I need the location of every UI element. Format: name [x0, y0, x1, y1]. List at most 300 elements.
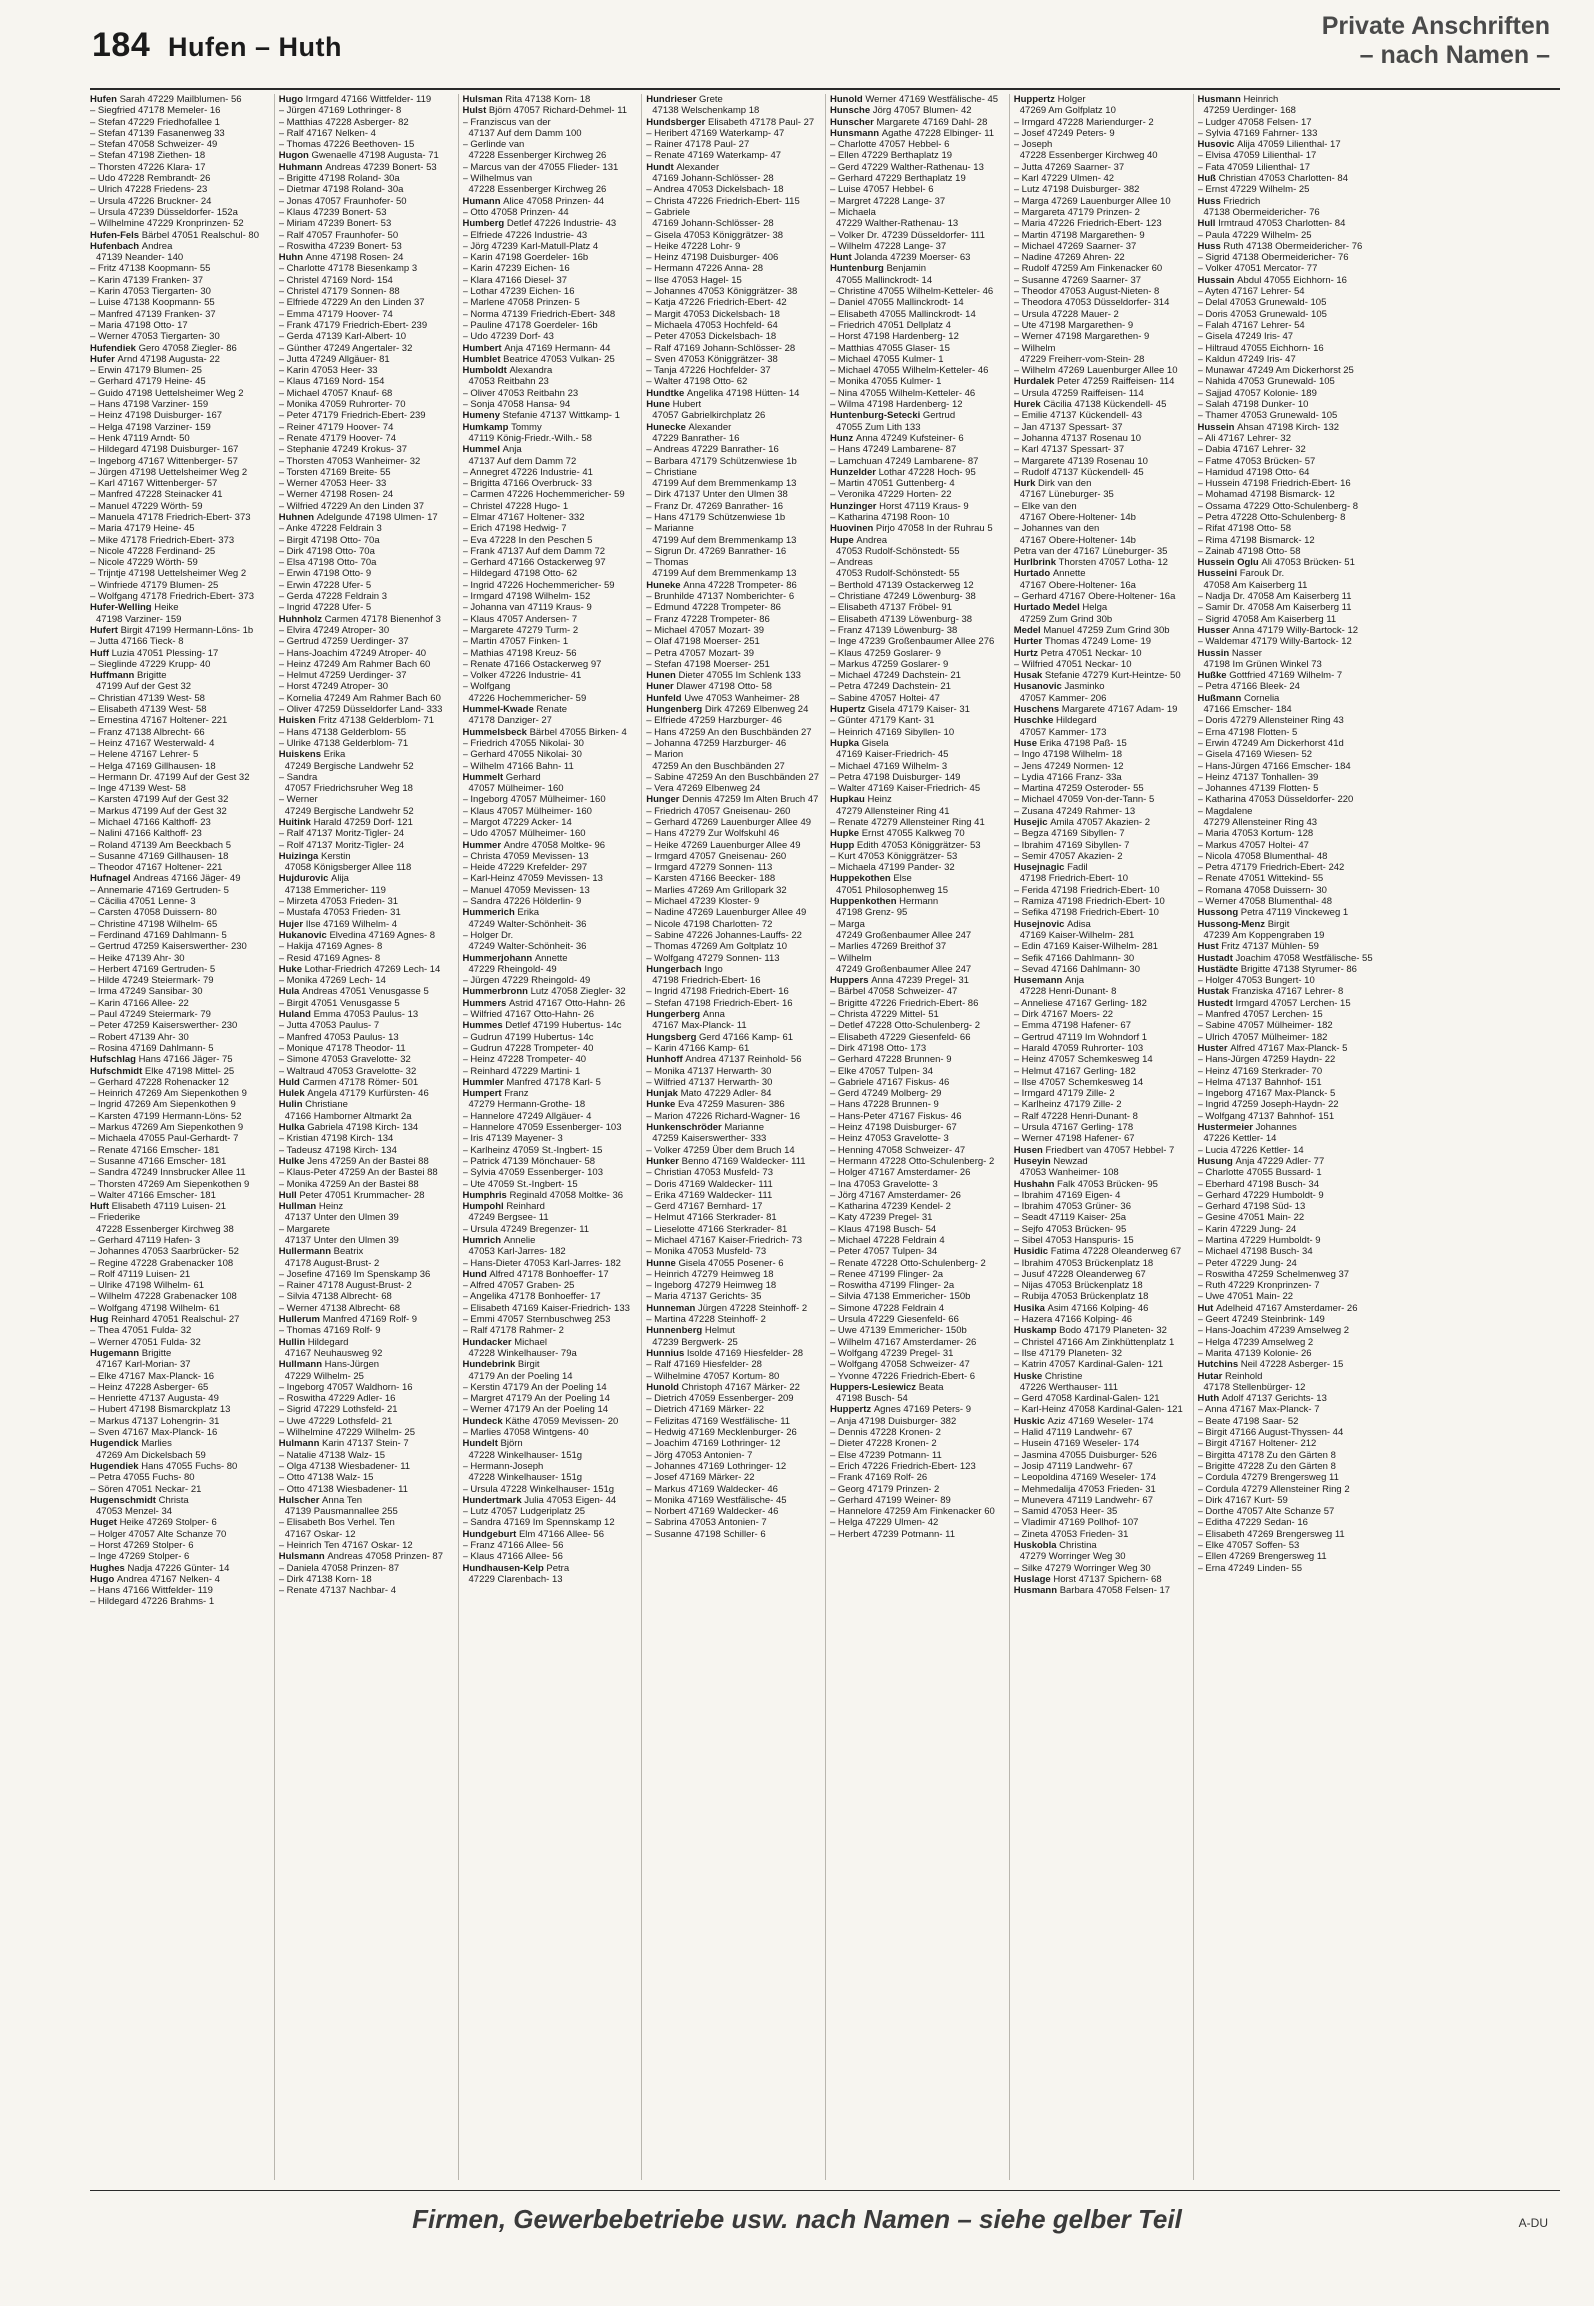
directory-entry	[463, 196, 639, 207]
entry-text: – Otto 47138 Wiesbadener- 11	[278, 1483, 408, 1495]
directory-entry	[1014, 1540, 1190, 1551]
directory-entry	[90, 546, 271, 557]
entry-text: 47199 Auf dem Bremmenkamp 13	[652, 568, 797, 580]
entry-text: 47057 Kammer- 173	[1019, 726, 1107, 738]
directory-entry	[90, 1190, 271, 1201]
directory-entry	[1198, 1111, 1374, 1122]
entry-text: 47053 Reitbahn 23	[468, 376, 549, 388]
entry-text: 47167 Obere-Holtener- 14b	[1019, 534, 1136, 546]
directory-entry	[646, 1314, 822, 1325]
directory-entry	[279, 1563, 455, 1574]
entry-text: – Cordula 47279 Brengersweg 11	[1197, 1472, 1339, 1484]
entry-text: – Wolfgang 47198 Wilhelm- 61	[90, 1302, 220, 1314]
directory-entry	[90, 783, 271, 794]
entry-text: – Dorthe 47057 Alte Schanze 57	[1197, 1506, 1335, 1518]
directory-entry	[1198, 1156, 1374, 1167]
directory-entry	[279, 1258, 455, 1269]
directory-column	[90, 94, 274, 2180]
entry-text: – Klaus 47057 Andersen- 7	[462, 613, 578, 625]
directory-entry	[463, 365, 639, 376]
surname: Hustermeier	[1197, 1122, 1256, 1134]
directory-entry	[646, 986, 822, 997]
entry-text: Lothar 47228 Hoch- 95	[878, 466, 976, 478]
entry-text: – Ralf 47167 Nelken- 4	[278, 127, 376, 139]
entry-text: Christoph 47167 Märker- 22	[681, 1381, 800, 1393]
directory-entry	[279, 207, 455, 218]
directory-entry	[646, 1450, 822, 1461]
directory-entry	[279, 715, 455, 726]
directory-entry	[463, 681, 639, 692]
entry-text: – Holger Dr.	[462, 929, 514, 941]
entry-text: – Brunhilde 47137 Nomberichter- 6	[646, 591, 795, 603]
entry-text: – Jutta 47249 Allgäuer- 81	[278, 353, 390, 365]
directory-entry	[463, 286, 639, 297]
directory-entry	[646, 320, 822, 331]
entry-text: – Petra 47228 Otto-Schulenberg- 8	[1197, 511, 1346, 523]
entry-text: – Henriette 47137 Augusta- 49	[90, 1393, 219, 1405]
surname: Husejnovic	[1013, 918, 1068, 930]
directory-entry	[830, 1337, 1006, 1348]
entry-text: – Erwin 47198 Otto- 9	[278, 568, 372, 580]
entry-text: – Sandra 47249 Innsbrucker Allee 11	[90, 1167, 246, 1179]
directory-entry	[1014, 1054, 1190, 1065]
entry-text: 47166 Emscher- 184	[1203, 704, 1292, 716]
surname: Hull	[278, 1189, 300, 1201]
entry-text: – Franziscus van der	[462, 116, 551, 128]
surname: Huss	[1197, 240, 1224, 252]
entry-text: 47178 Danziger- 27	[468, 715, 552, 727]
surname: Medel	[1013, 624, 1044, 636]
entry-text: – Ute 47059 St.-Ingbert- 15	[462, 1178, 578, 1190]
surname: Huhmann	[278, 161, 326, 173]
directory-entry	[90, 1427, 271, 1438]
directory-entry	[463, 184, 639, 195]
directory-entry	[1014, 591, 1190, 602]
surname: Hufschmidt	[90, 1065, 145, 1077]
directory-entry	[1014, 580, 1190, 591]
entry-text: Gwenaelle 47198 Augusta- 71	[311, 150, 439, 162]
footer-note: Firmen, Gewerbebetriebe usw. nach Namen – siehe gelber Teil	[412, 2204, 1182, 2234]
entry-text: – Roswitha 47259 Schelmenweg 37	[1197, 1268, 1350, 1280]
directory-entry	[830, 230, 1006, 241]
directory-entry	[279, 422, 455, 433]
entry-text: – Heinz 47137 Tonhallen- 39	[1197, 771, 1319, 783]
directory-entry	[279, 670, 455, 681]
entry-text: – Peter 47057 Tulpen- 34	[830, 1246, 938, 1258]
entry-text: – Stefan 47139 Fasanenweg 33	[90, 127, 225, 139]
directory-entry	[90, 286, 271, 297]
entry-text: 47051 Philosophenweg 15	[836, 884, 948, 896]
directory-entry	[90, 704, 271, 715]
surname: Hurk	[1013, 478, 1039, 490]
directory-entry	[279, 456, 455, 467]
entry-text: – Holger 47053 Bungert- 10	[1197, 975, 1315, 987]
directory-entry	[463, 150, 639, 161]
directory-entry	[646, 478, 822, 489]
directory-entry	[830, 207, 1006, 218]
entry-text: – Rolf 47137 Moritz-Tigler- 24	[278, 839, 405, 851]
directory-entry	[279, 1303, 455, 1314]
directory-entry	[1198, 331, 1374, 342]
surname: Hund	[462, 1268, 490, 1280]
entry-text: – Ilse 47053 Hagel- 15	[646, 274, 742, 286]
entry-text: – Wolfgang 47239 Pregel- 31	[830, 1347, 954, 1359]
directory-entry	[463, 1280, 639, 1291]
entry-text: – Markus 47199 Auf der Gest 32	[90, 805, 227, 817]
directory-entry	[1014, 1099, 1190, 1110]
entry-text: – Franz 47166 Allee- 56	[462, 1540, 564, 1551]
entry-text: – Erna 47249 Linden- 55	[1197, 1562, 1303, 1574]
surname: Hurter	[1013, 636, 1045, 648]
directory-entry	[830, 1495, 1006, 1506]
directory-entry	[463, 105, 639, 116]
entry-text: – Ludger 47058 Felsen- 17	[1197, 116, 1312, 128]
directory-entry	[463, 1111, 639, 1122]
entry-text: – Ibrahim 47053 Grüner- 36	[1013, 1201, 1131, 1213]
entry-text: – Regine 47228 Grabenacker 108	[90, 1257, 234, 1269]
surname: Hujer	[278, 918, 306, 930]
entry-text: – Sigrun Dr. 47269 Banrather- 16	[646, 545, 787, 557]
directory-entry	[1014, 467, 1190, 478]
directory-entry	[1198, 433, 1374, 444]
entry-text: – Norbert 47169 Waldecker- 46	[646, 1506, 779, 1518]
entry-text: – Michaela	[830, 206, 876, 218]
entry-text: – Gudrun 47228 Trompeter- 40	[462, 1042, 594, 1054]
entry-text: – Wilma 47198 Hardenberg- 12	[830, 399, 963, 411]
directory-entry	[1198, 150, 1374, 161]
directory-entry	[830, 851, 1006, 862]
entry-text: – Heinz 47198 Duisburger- 167	[90, 410, 223, 422]
directory-entry	[279, 930, 455, 941]
entry-text: – Annemarie 47169 Gertruden- 5	[90, 884, 229, 896]
directory-entry	[1198, 275, 1374, 286]
directory-entry	[90, 399, 271, 410]
entry-text: – Hiltraud 47055 Eichhorn- 16	[1197, 342, 1324, 354]
directory-entry	[279, 399, 455, 410]
entry-text: Bärbel 47051 Realschul- 80	[141, 229, 259, 241]
entry-text: – Hildegard 47198 Duisburger- 167	[90, 444, 239, 456]
entry-text: – Günter 47179 Kant- 31	[830, 715, 935, 727]
entry-text: – Rudolf 47259 Am Finkenacker 60	[1013, 263, 1163, 275]
directory-entry	[830, 772, 1006, 783]
directory-entry	[646, 1054, 822, 1065]
directory-entry	[1014, 1235, 1190, 1246]
surname: Hundhausen-Kelp	[462, 1562, 547, 1574]
directory-entry	[90, 602, 271, 613]
directory-entry	[646, 1179, 822, 1190]
directory-entry	[463, 275, 639, 286]
directory-entry	[1014, 422, 1190, 433]
directory-entry	[90, 1585, 271, 1596]
entry-text: – Michaela 47199 Pander- 32	[830, 862, 955, 874]
directory-entry	[646, 128, 822, 139]
directory-entry	[1198, 1438, 1374, 1449]
entry-text: – Zusana 47249 Rahmer- 13	[1013, 805, 1136, 817]
directory-entry	[646, 806, 822, 817]
entry-text: Neil 47228 Asberger- 15	[1240, 1359, 1344, 1371]
entry-text: – Wilhelm	[830, 952, 872, 964]
directory-entry	[463, 885, 639, 896]
directory-entry	[90, 1596, 271, 1607]
entry-text: – Margarete	[278, 1223, 330, 1235]
directory-entry	[90, 1258, 271, 1269]
directory-entry	[90, 105, 271, 116]
entry-text: – Karin 47166 Kamp- 61	[646, 1042, 750, 1054]
entry-text: – Hussein 47198 Friedrich-Ebert- 16	[1197, 478, 1351, 490]
entry-text: – Vladimir 47169 Pollhof- 107	[1013, 1517, 1139, 1529]
directory-entry	[646, 715, 822, 726]
directory-entry	[279, 1314, 455, 1325]
directory-entry	[279, 1246, 455, 1257]
directory-entry	[279, 139, 455, 150]
entry-text: – Lamchuan 47249 Lambarene- 87	[830, 455, 979, 467]
entry-text: Anna 47239 Pregel- 31	[871, 975, 969, 987]
directory-entry	[1198, 444, 1374, 455]
directory-entry	[830, 1461, 1006, 1472]
surname: Hunjak	[646, 1088, 681, 1100]
directory-entry	[1014, 1337, 1190, 1348]
surname: Hummelt	[462, 771, 506, 783]
directory-entry	[463, 1337, 639, 1348]
directory-entry	[646, 568, 822, 579]
entry-text: Petra 47051 Neckar- 10	[1040, 647, 1142, 659]
directory-entry	[90, 1167, 271, 1178]
directory-entry	[830, 964, 1006, 975]
directory-entry	[830, 489, 1006, 500]
entry-text: – Luise 47057 Hebbel- 6	[830, 184, 934, 196]
entry-text: Michael	[514, 1336, 547, 1348]
entry-text: – Karl 47229 Ulmen- 42	[1013, 173, 1115, 185]
directory-entry	[646, 817, 822, 828]
entry-text: Manuel 47259 Zum Grind 30b	[1043, 624, 1170, 636]
entry-text: – Samir Dr. 47058 Am Kaiserberg 11	[1197, 602, 1352, 614]
entry-text: Joachim 47058 Westfälische- 55	[1235, 952, 1373, 964]
entry-text: – Elke van den	[1013, 500, 1077, 512]
directory-entry	[1014, 523, 1190, 534]
entry-text: – Karin 47229 Jung- 24	[1197, 1223, 1297, 1235]
directory-entry	[1198, 489, 1374, 500]
surname: Hummel	[462, 444, 503, 456]
directory-entry	[830, 828, 1006, 839]
entry-text: – Klaus 47259 Goslarer- 9	[830, 647, 941, 659]
entry-text: Ruth 47138 Obermeidericher- 76	[1223, 240, 1363, 252]
entry-text: Fadil	[1067, 862, 1088, 874]
entry-text: 47057 Friedrichsruher Weg 18	[284, 783, 413, 795]
entry-text: – Mohamad 47198 Bismarck- 12	[1197, 489, 1335, 501]
entry-text: Astrid 47167 Otto-Hahn- 26	[508, 997, 626, 1009]
directory-entry	[90, 94, 271, 105]
entry-text: – Trijntje 47198 Uettelsheimer Weg 2	[90, 568, 247, 580]
directory-entry	[463, 614, 639, 625]
directory-entry	[90, 636, 271, 647]
entry-text: 47229 Walther-Rathenau- 13	[836, 218, 959, 230]
surname: Hushahn	[1013, 1178, 1058, 1190]
directory-entry	[279, 150, 455, 161]
surname: Hune	[646, 399, 673, 411]
entry-text: – Helga 47229 Ulmen- 42	[830, 1517, 939, 1529]
entry-text: – Gerhard 47228 Brunnen- 9	[830, 1054, 952, 1066]
directory-entry	[463, 727, 639, 738]
entry-text: Manfred 47169 Rolf- 9	[322, 1314, 418, 1326]
directory-entry	[646, 1111, 822, 1122]
directory-entry	[830, 1212, 1006, 1223]
entry-text: – Dietrich 47169 Märker- 22	[646, 1404, 764, 1416]
entry-text: 47259 Zum Grind 30b	[1019, 613, 1113, 625]
directory-entry	[463, 218, 639, 229]
entry-text: Anna Ten	[322, 1494, 363, 1506]
directory-entry	[646, 1269, 822, 1280]
directory-entry	[830, 1291, 1006, 1302]
entry-text: Beatrix	[333, 1246, 364, 1258]
directory-entry	[1014, 614, 1190, 625]
directory-entry	[646, 885, 822, 896]
directory-entry	[90, 828, 271, 839]
entry-text: – Renate 47137 Nachbar- 4	[278, 1585, 396, 1597]
directory-entry	[90, 1472, 271, 1483]
directory-entry	[463, 1438, 639, 1449]
directory-entry	[463, 998, 639, 1009]
entry-text: – Michael 47167 Kaiser-Friedrich- 73	[646, 1234, 803, 1246]
directory-entry	[463, 1484, 639, 1495]
entry-text: – Christel 47166 Am Zinkhüttenplatz 1	[1013, 1336, 1175, 1348]
directory-entry	[1198, 1337, 1374, 1348]
entry-text: – Theodor 47167 Holtener- 221	[90, 862, 223, 874]
entry-text: – Maria 47137 Gerichts- 35	[646, 1291, 762, 1303]
entry-text: – Helmut 47259 Uerdinger- 37	[278, 670, 407, 682]
directory-entry	[1014, 320, 1190, 331]
entry-text: Andrea	[856, 534, 888, 546]
entry-text: – Hermann-Joseph	[462, 1460, 544, 1472]
surname: Huntenburg-Setecki	[830, 410, 923, 422]
entry-text: – Stefan 47198 Moerser- 251	[646, 658, 770, 670]
entry-text: – Norma 47139 Friedrich-Ebert- 348	[462, 308, 616, 320]
directory-entry	[279, 648, 455, 659]
directory-entry	[463, 128, 639, 139]
entry-text: – Marlene 47058 Prinzen- 5	[462, 297, 580, 309]
entry-text: – Ferida 47198 Friedrich-Ebert- 10	[1013, 884, 1160, 896]
entry-text: – Heinz 47167 Westerwald- 4	[90, 737, 215, 749]
entry-text: – Wilfried 47229 An den Linden 37	[278, 500, 424, 512]
surname: Hummler	[462, 1076, 507, 1088]
entry-text: – Ulrich 47228 Friedens- 23	[90, 184, 208, 196]
directory-entry	[1014, 546, 1190, 557]
directory-entry	[830, 354, 1006, 365]
directory-entry	[646, 1145, 822, 1156]
entry-text: – Sylvia 47059 Essenberger- 103	[462, 1167, 603, 1179]
directory-entry	[279, 1450, 455, 1461]
directory-entry	[279, 320, 455, 331]
entry-text: – Sieglinde 47229 Krupp- 40	[90, 658, 211, 670]
entry-text: – Birgit 47167 Holtener- 212	[1197, 1438, 1317, 1450]
directory-entry	[1198, 738, 1374, 749]
entry-text: – Michael 47059 Von-der-Tann- 5	[1013, 794, 1155, 806]
entry-text: 47138 Emmericher- 119	[284, 884, 386, 896]
directory-entry	[830, 467, 1006, 478]
directory-entry	[646, 761, 822, 772]
directory-entry	[279, 1291, 455, 1302]
directory-entry	[463, 1156, 639, 1167]
directory-entry	[1014, 704, 1190, 715]
entry-text: Anja 47169 Hermann- 44	[504, 342, 611, 354]
directory-entry	[90, 489, 271, 500]
directory-entry	[279, 1066, 455, 1077]
entry-text: 47137 Unter den Ulmen 39	[284, 1234, 399, 1246]
entry-text: Adelgunde 47198 Ulmen- 17	[316, 511, 438, 523]
entry-text: – Hannelore 47249 Allgäuer- 4	[462, 1110, 592, 1122]
entry-text: – Rainer 47178 August-Brust- 2	[278, 1280, 412, 1292]
entry-text: – Renee 47199 Flinger- 2a	[830, 1268, 944, 1280]
entry-text: Heinrich	[1243, 94, 1279, 105]
directory-entry	[279, 1190, 455, 1201]
directory-entry	[1198, 297, 1374, 308]
directory-entry	[279, 1484, 455, 1495]
directory-entry	[90, 727, 271, 738]
surname: Hummerbronn	[462, 986, 531, 998]
directory-entry	[279, 1043, 455, 1054]
entry-text: – Torsten 47169 Breite- 55	[278, 466, 391, 478]
directory-entry	[90, 659, 271, 670]
directory-entry	[90, 648, 271, 659]
directory-entry	[1198, 196, 1374, 207]
directory-entry	[1198, 919, 1374, 930]
directory-entry	[1014, 1563, 1190, 1574]
directory-entry	[646, 1382, 822, 1393]
directory-column	[458, 94, 642, 2180]
entry-text: – Klaus 47239 Bonert- 53	[278, 206, 387, 218]
entry-text: – Gerhard 47269 Lauenburger Allee 49	[646, 817, 812, 828]
entry-text: Margarete 47167 Adam- 19	[1061, 704, 1178, 716]
directory-entry	[1014, 105, 1190, 116]
entry-text: – Rima 47198 Bismarck- 12	[1197, 534, 1315, 546]
directory-entry	[1198, 1563, 1374, 1574]
directory-entry	[90, 1212, 271, 1223]
surname: Hut	[1197, 1302, 1216, 1314]
directory-entry	[463, 1325, 639, 1336]
directory-entry	[830, 749, 1006, 760]
directory-entry	[830, 128, 1006, 139]
entry-text: Gisela	[861, 737, 889, 749]
directory-entry	[646, 422, 822, 433]
directory-entry	[1198, 410, 1374, 421]
directory-entry	[830, 263, 1006, 274]
entry-text: Manfred 47178 Karl- 5	[506, 1076, 601, 1088]
entry-text: – Christine 47198 Wilhelm- 65	[90, 918, 218, 930]
entry-text: – Annegret 47226 Industrie- 41	[462, 466, 593, 478]
entry-text: – Ruth 47229 Kronprinzen- 7	[1197, 1280, 1320, 1292]
entry-text: 47259 Kaiserswerther- 333	[652, 1133, 767, 1145]
entry-text: Stefanie 47279 Kurt-Heintze- 50	[1044, 670, 1181, 682]
entry-text: – Ursula 47259 Raiffeisen- 114	[1013, 387, 1144, 399]
entry-text: – Sandra	[278, 771, 318, 783]
entry-text: – Gerhard 47229 Humboldt- 9	[1197, 1189, 1324, 1201]
entry-text: – Wilhelm 47228 Grabenacker 108	[90, 1291, 237, 1303]
entry-text: – Werner 47198 Rosen- 24	[278, 489, 394, 501]
entry-text: – Volker 47259 Über dem Bruch 14	[646, 1144, 795, 1156]
directory-entry	[279, 1325, 455, 1336]
entry-text: – Delal 47053 Grunewald- 105	[1197, 297, 1327, 309]
entry-text: – Sigrid 47138 Obermeidericher- 76	[1197, 252, 1349, 264]
directory-entry	[646, 1416, 822, 1427]
entry-text: – Günther 47249 Angertaler- 32	[278, 342, 413, 354]
entry-text: – Heike 47139 Ahr- 30	[90, 952, 185, 964]
surname: Huppers	[830, 975, 872, 987]
directory-entry	[830, 919, 1006, 930]
directory-entry	[90, 207, 271, 218]
directory-entry	[1198, 1133, 1374, 1144]
directory-entry	[646, 557, 822, 568]
entry-text: Andrea 47137 Reinhold- 56	[685, 1054, 802, 1066]
directory-entry	[279, 919, 455, 930]
